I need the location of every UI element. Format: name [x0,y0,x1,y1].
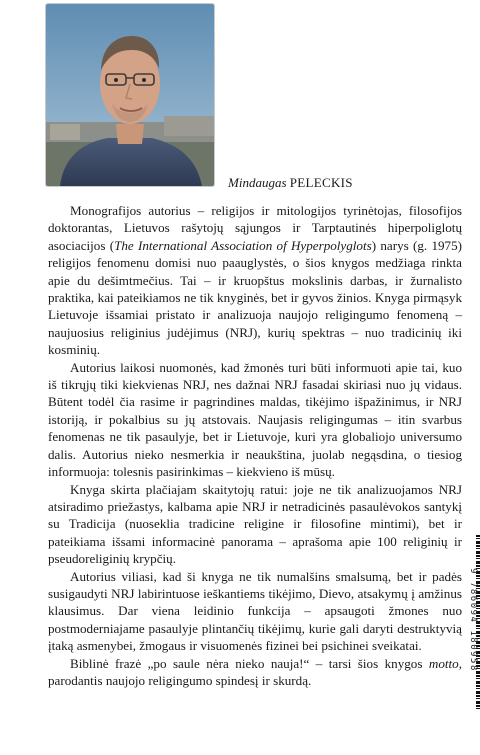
paragraph-1-italic: The International Association of Hyperpolyglots [114,237,372,253]
paragraph-5-text-b: , parodantis naujojo religingumo spindesį ir skurdą. [48,655,462,688]
paragraph-4 [48,568,462,655]
paragraph-4-text: Autorius viliasi, kad ši knyga ne tik numalšins smalsumą, bet ir padės susigaudyti NRJ labirintuose ieškantiems tikėjimo, Dievo, atsakymų į amžinus klausimus. Dar viena leidinio funkcija – apsaugoti žmones nuo postmoderniajame pasaulyje plintančių tikėjimų, kurie gali daryti destruktyvią įtaką asmenybei, žmogaus ir visuomenės fizinei bei psichinei sveikatai. [48,568,462,654]
paragraph-1-text-a: Monografijos autorius – religijos ir mitologijos tyrinėtojas, filosofijos doktorantas, Lietuvos rašytojų sąjungos ir Tarptautinės hiperpoliglotų asociacijos ( [48,203,462,253]
author-surname: PELECKIS [289,175,353,190]
barcode-digits: 9 786094 180958 [468,568,478,672]
paragraph-3-text: Knyga skirta plačiajam skaitytojų ratui: joje ne tik analizuojamos NRJ atsiradimo priežastys, kalbama apie NRJ ir netradicinės pasaulėvokos santykį su Tradicija (nuoseklia tradicine religine ir filosofine mintimi), bet ir pateikiama išsami informacinė panorama – aprašoma apie 100 religinių ir pseudoreliginių krypčių. [48,481,462,567]
paragraph-5-italic: motto [428,655,459,671]
paragraph-3 [48,481,462,568]
paragraph-1 [48,202,462,359]
paragraph-2-text: Autorius laikosi nuomonės, kad žmonės turi būti informuoti apie tai, kuo iš tikrųjų tiki kiekvienas NRJ, nes dažnai NRJ fasadai skiriasi nuo jų vidaus. Būtent todėl čia rasime ir pagrindines maldas, tikėjimo išpažinimus, ir NRJ istoriją, ir pokalbius su jų atstovais. Naujasis religingumas – itin svarbus fenomenas ne tik pasaulyje, bet ir Lietuvoje, kuri yra globaliojo universumo dalis. Autorius nieko nesmerkia ir neaukština, juolab negąsdina, o tiesiog informuoja: tolesnis pasirinkimas – kiekvieno iš mūsų. [48,359,462,480]
paragraph-5-text-a: Biblinė frazė „po saule nėra nieko nauja!“ – tarsi šios knygos [70,655,429,671]
isbn-barcode [466,535,480,710]
paragraph-2 [48,359,462,481]
author-photo [46,4,214,186]
author-first-name: Mindaugas [228,175,287,190]
paragraph-1-text-b: ) narys (g. 1975) religijos fenomenu domisi nuo paauglystės, o šios knygos medžiaga rinkta apie du dešimtmečius. Tai – ir kruopštus mokslinis darbas, ir žurnalisto praktika, kai pateikiamos ne tik knyginės, bet ir gyvos žinios. Knyga pirmąsyk Lietuvoje išsamiai pristato ir analizuoja naujojo religingumo fenomeną – naujuosius religinius judėjimus (NRJ), kurių spektras – nuo tradicinių iki kosminių. [48,237,462,358]
blurb-text [48,202,462,689]
author-name [228,175,353,191]
paragraph-5 [48,655,462,690]
